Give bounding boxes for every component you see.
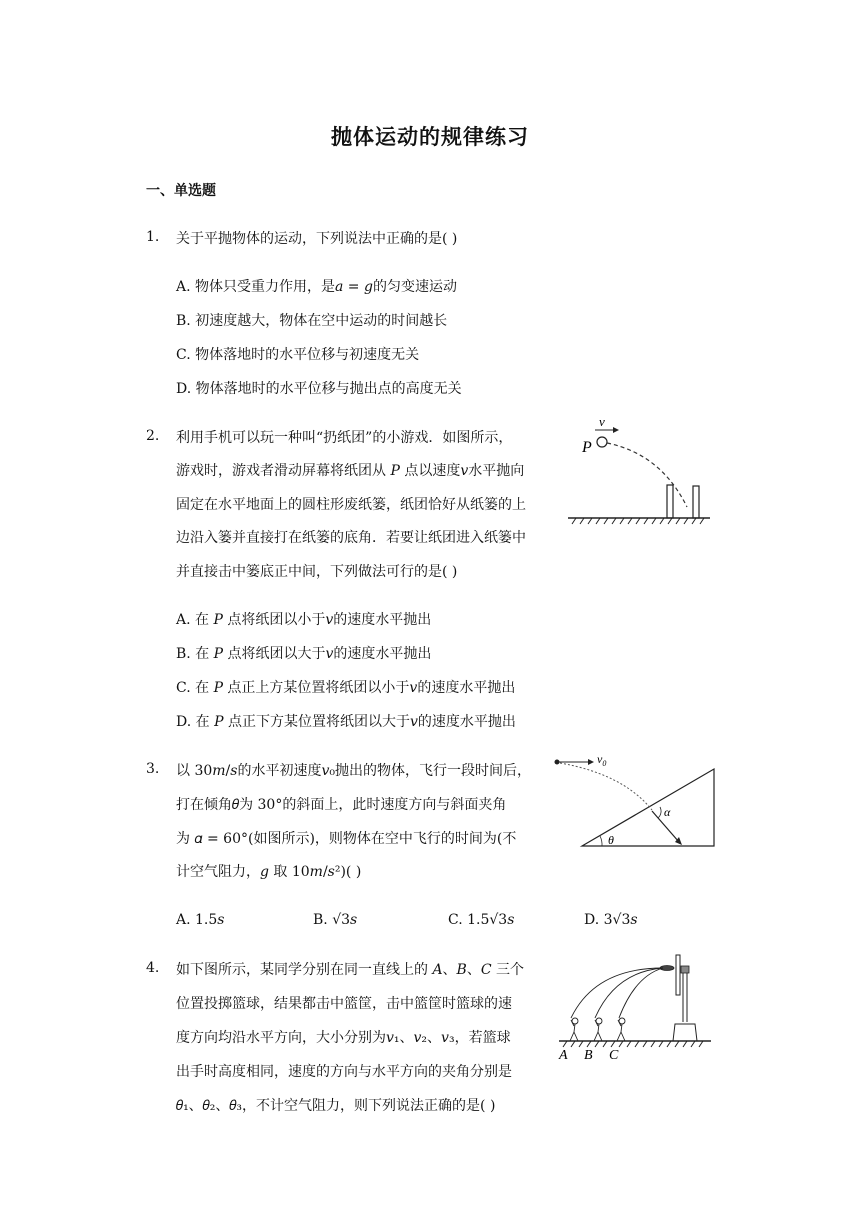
question-3-number: 3. [146, 761, 160, 777]
trajectory-b [595, 968, 663, 1018]
paper-ball [597, 437, 607, 447]
question-4-stem-line: 度方向均沿水平方向，大小分别为𝑣₁、𝑣₂、𝑣₃，若篮球 [176, 1030, 511, 1046]
trajectory-curve [607, 443, 687, 507]
theta-arc [600, 836, 602, 846]
question-3-option-c: C. 1.5√3𝑠 [448, 912, 515, 928]
question-2-stem-line: 边沿入篓并直接打在纸篓的底角．若要让纸团进入纸篓中 [176, 530, 526, 546]
stand-base [673, 1024, 697, 1041]
hoop-bracket [681, 966, 689, 973]
question-2-stem-line: 利用手机可以玩一种叫“扔纸团”的小游戏．如图所示， [176, 430, 513, 446]
question-3-stem-line: 打在倾角𝜃为 30°的斜面上，此时速度方向与斜面夹角 [176, 797, 507, 813]
incline-figure [548, 748, 718, 850]
trajectory-curve [560, 763, 652, 810]
trajectory-c [619, 968, 663, 1018]
basket-left-wall [667, 485, 673, 518]
alpha-label: α [664, 805, 671, 819]
player-c [617, 1018, 625, 1041]
question-2-stem-line: 游戏时，游戏者滑动屏幕将纸团从 𝑃 点以速度𝑣水平抛向 [176, 463, 525, 479]
question-4-stem-line: 位置投掷篮球，结果都击中篮筐，击中篮筐时篮球的速 [176, 996, 512, 1012]
backboard [676, 955, 680, 995]
position-a-label: A [559, 1048, 568, 1063]
question-4-stem-line: 出手时高度相同，速度的方向与水平方向的夹角分别是 [176, 1064, 512, 1080]
point-p-label: P [582, 439, 592, 456]
alpha-arc [658, 807, 661, 818]
question-1-number: 1. [146, 229, 160, 245]
basketball-figure [555, 948, 715, 1064]
ground [568, 518, 710, 524]
page-title: 抛体运动的规律练习 [331, 125, 529, 149]
launch-point [555, 760, 560, 765]
question-4-stem-line: 如下图所示，某同学分别在同一直线上的 𝐴、𝐵、𝐶 三个 [176, 962, 525, 978]
player-b [594, 1018, 602, 1041]
paper-toss-figure [566, 414, 712, 526]
question-1-stem: 关于平抛物体的运动，下列说法中正确的是( ) [176, 231, 458, 247]
question-2-option-a: A. 在 𝑃 点将纸团以小于𝑣的速度水平抛出 [176, 612, 432, 628]
incline-triangle [582, 769, 714, 846]
basket-right-wall [693, 486, 699, 518]
question-2-option-d: D. 在 𝑃 点正下方某位置将纸团以大于𝑣的速度水平抛出 [176, 714, 516, 730]
question-4-number: 4. [146, 960, 160, 976]
section-heading: 一、单选题 [146, 183, 216, 199]
question-2-number: 2. [146, 428, 160, 444]
question-1-option-b: B. 初速度越大，物体在空中运动的时间越长 [176, 313, 448, 329]
question-3-option-a: A. 1.5𝑠 [176, 912, 225, 928]
question-2-option-b: B. 在 𝑃 点将纸团以大于𝑣的速度水平抛出 [176, 646, 432, 662]
question-4-stem-line: 𝜃₁、𝜃₂、𝜃₃，不计空气阻力，则下列说法正确的是( ) [176, 1098, 496, 1114]
question-3-stem-line: 计空气阻力，𝑔 取 10𝑚/𝑠²)( ) [176, 864, 362, 880]
position-b-label: B [584, 1048, 593, 1063]
ground [559, 1041, 711, 1047]
trajectory-a [571, 968, 663, 1018]
question-3-option-b: B. √3𝑠 [313, 912, 358, 928]
question-2-stem-line: 固定在水平地面上的圆柱形废纸篓，纸团恰好从纸篓的上 [176, 497, 526, 513]
stand-pole [683, 973, 687, 1022]
player-a [570, 1018, 578, 1041]
question-2-stem-line: 并直接击中篓底正中间，下列做法可行的是( ) [176, 564, 458, 580]
question-1-option-d: D. 物体落地时的水平位移与抛出点的高度无关 [176, 381, 462, 397]
question-3-stem-line: 以 30𝑚/𝑠的水平初速度𝑣₀抛出的物体，飞行一段时间后， [176, 763, 531, 779]
question-2-option-c: C. 在 𝑃 点正上方某位置将纸团以小于𝑣的速度水平抛出 [176, 680, 516, 696]
theta-label: θ [608, 833, 614, 847]
question-3-option-d: D. 3√3𝑠 [584, 912, 638, 928]
velocity-label: v [599, 414, 605, 429]
v0-label: $v_0$ [597, 752, 607, 768]
position-c-label: C [609, 1048, 619, 1063]
question-3-stem-line: 为 𝛼 = 60°(如图所示)，则物体在空中飞行的时间为(不 [176, 831, 517, 847]
question-1-option-a: A. 物体只受重力作用，是𝑎 = 𝑔的匀变速运动 [176, 279, 457, 295]
question-1-option-c: C. 物体落地时的水平位移与初速度无关 [176, 347, 420, 363]
